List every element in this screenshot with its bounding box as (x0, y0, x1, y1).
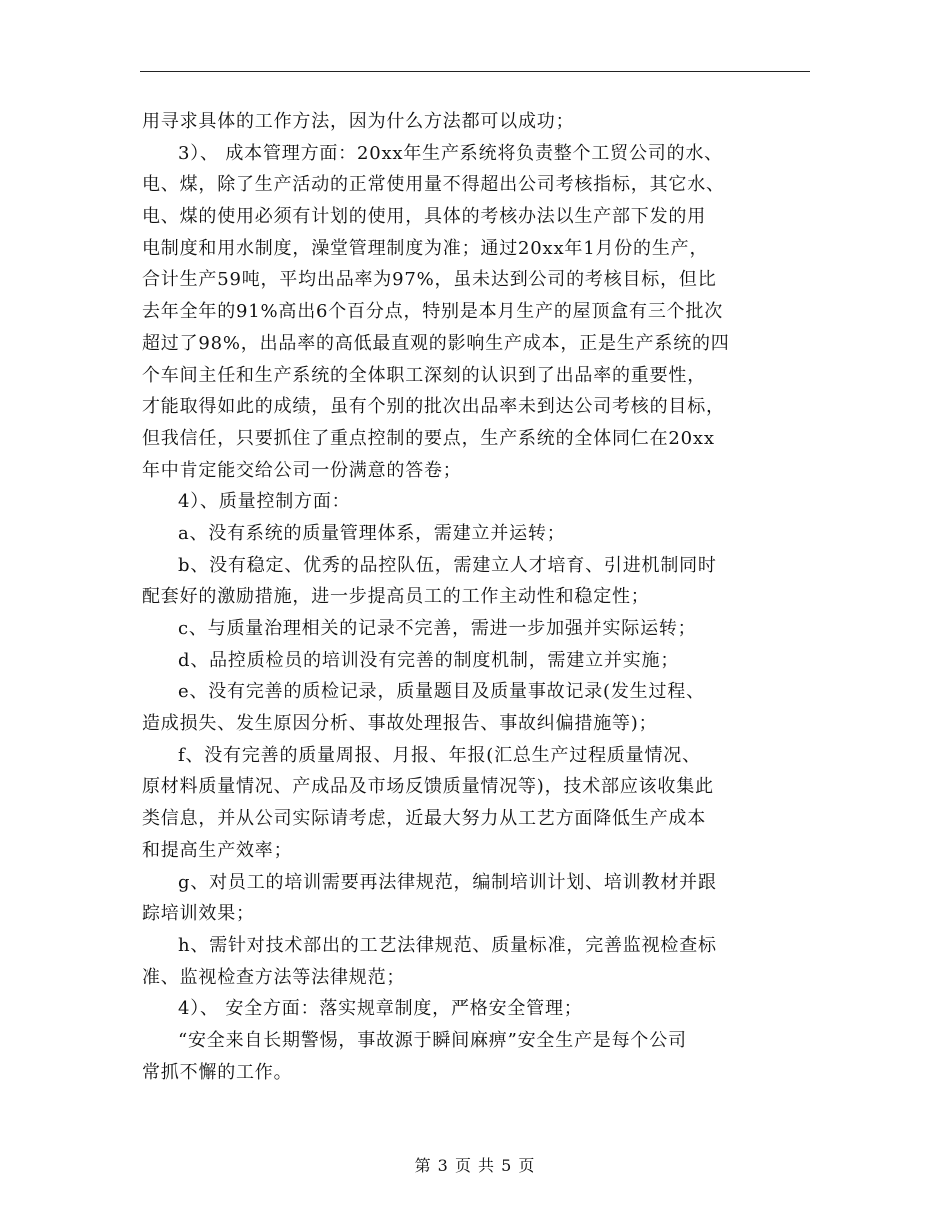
text-line: h、需针对技术部出的工艺法律规范、质量标准，完善监视检查标 (178, 934, 717, 956)
body-text (142, 106, 814, 1088)
text-line: 原材料质量情况、产成品及市场反馈质量情况等)，技术部应该收集此 (142, 776, 714, 798)
text-line: 配套好的激励措施，进一步提高员工的工作主动性和稳定性； (142, 586, 650, 608)
text-line: 造成损失、发生原因分析、事故处理报告、事故纠偏措施等)； (142, 713, 658, 735)
text-line: 类信息，并从公司实际请考虑，近最大努力从工艺方面降低生产成本 (142, 808, 706, 830)
page-number-footer: 第 3 页 共 5 页 (414, 1156, 536, 1175)
text-line: 才能取得如此的成绩，虽有个别的批次出品率未到达公司考核的目标， (142, 396, 725, 418)
text-line: 4）、质量控制方面： (178, 491, 351, 513)
text-line: 准、监视检查方法等法律规范； (142, 966, 406, 988)
text-line: 4）、 安全方面：落实规章制度，严格安全管理； (178, 998, 583, 1020)
text-line: c、与质量治理相关的记录不完善，需进一步加强并实际运转； (178, 618, 697, 639)
text-line: 电、煤的使用必须有计划的使用，具体的考核办法以生产部下发的用 (142, 206, 706, 228)
text-line: 超过了98%，出品率的高低最直观的影响生产成本，正是生产系统的四 (142, 332, 730, 354)
text-line: 个车间主任和生产系统的全体职工深刻的认识到了出品率的重要性， (142, 364, 706, 386)
text-line: 和提高生产效率； (142, 839, 293, 861)
text-line: a、没有系统的质量管理体系，需建立并运转； (178, 522, 566, 544)
text-line: f、没有完善的质量周报、月报、年报(汇总生产过程质量情况、 (178, 744, 701, 766)
text-line: “安全来自长期警惕，事故源于瞬间麻痹”安全生产是每个公司 (178, 1029, 687, 1051)
text-line: 踪培训效果； (142, 903, 255, 925)
text-line: 合计生产59吨，平均出品率为97%，虽未达到公司的考核目标，但比 (142, 269, 717, 291)
text-line: b、没有稳定、优秀的品控队伍，需建立人才培育、引进机制同时 (178, 554, 717, 576)
text-line: 用寻求具体的工作方法，因为什么方法都可以成功； (142, 111, 575, 132)
text-line: d、品控质检员的培训没有完善的制度机制，需建立并实施； (178, 649, 680, 671)
text-line: 常抓不懈的工作。 (142, 1061, 293, 1083)
text-line: 3）、 成本管理方面：20xx年生产系统将负责整个工贸公司的水、 (178, 142, 723, 164)
text-line: e、没有完善的质检记录，质量题目及质量事故记录(发生过程、 (178, 681, 705, 703)
text-line: 年中肯定能交给公司一份满意的答卷； (142, 459, 462, 481)
text-line: g、对员工的培训需要再法律规范，编制培训计划、培训教材并跟 (178, 871, 717, 893)
header-rule (140, 71, 810, 72)
text-line: 但我信任，只要抓住了重点控制的要点，生产系统的全体同仁在20xx (142, 427, 715, 449)
text-line: 去年全年的91%高出6个百分点，特别是本月生产的屋顶盒有三个批次 (142, 301, 724, 323)
text-line: 电制度和用水制度，澡堂管理制度为准；通过20xx年1月份的生产， (142, 237, 709, 259)
text-line: 电、煤，除了生产活动的正常使用量不得超出公司考核指标，其它水、 (142, 174, 725, 196)
